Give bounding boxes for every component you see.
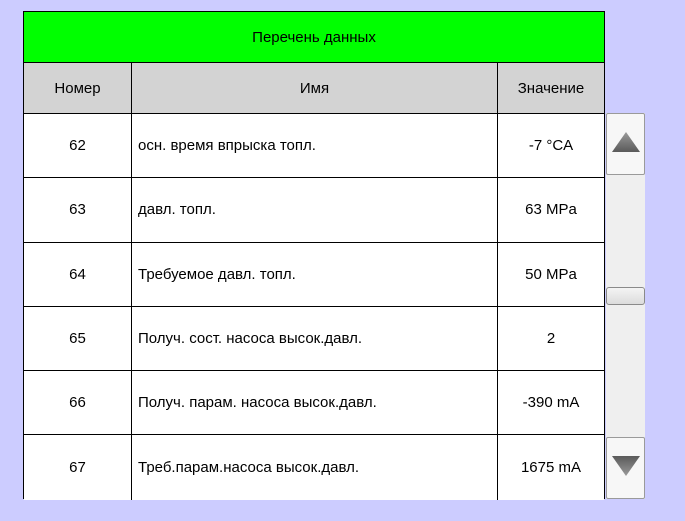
- panel-title: Перечень данных: [24, 12, 604, 63]
- scroll-thumb[interactable]: [606, 287, 645, 305]
- scroll-up-button[interactable]: [606, 113, 645, 175]
- table-row[interactable]: [24, 371, 604, 435]
- table-header: [24, 63, 604, 114]
- row-value: -390 mA: [522, 394, 580, 412]
- row-number: 65: [24, 307, 132, 370]
- row-name: Получ. парам. насоса высок.давл.: [132, 371, 498, 434]
- row-number: 64: [24, 243, 132, 306]
- column-header-value: Значение: [517, 79, 585, 97]
- table-row[interactable]: [24, 435, 604, 499]
- row-value: -7 °CA: [528, 137, 574, 155]
- triangle-down-icon: [611, 455, 641, 482]
- row-name: Получ. сост. насоса высок.давл.: [132, 307, 498, 370]
- row-number: 62: [24, 114, 132, 177]
- row-value: 63 MPa: [525, 201, 577, 219]
- row-name: Требуемое давл. топл.: [132, 243, 498, 306]
- scroll-down-button[interactable]: [606, 437, 645, 499]
- row-name: осн. время впрыска топл.: [132, 114, 498, 177]
- column-header-name: Имя: [132, 63, 498, 113]
- column-header-number: Номер: [24, 63, 132, 113]
- row-value: 2: [546, 330, 556, 348]
- table-row[interactable]: [24, 307, 604, 371]
- row-number: 66: [24, 371, 132, 434]
- row-name: Треб.парам.насоса высок.давл.: [132, 435, 498, 499]
- table-row[interactable]: [24, 243, 604, 307]
- row-name: давл. топл.: [132, 178, 498, 241]
- data-list-panel: [23, 11, 605, 499]
- table-body: [24, 114, 604, 500]
- table-row[interactable]: [24, 178, 604, 242]
- row-value: 50 MPa: [525, 265, 577, 283]
- table-row[interactable]: [24, 114, 604, 178]
- row-number: 63: [24, 178, 132, 241]
- row-number: 67: [24, 435, 132, 499]
- row-value: 1675 mA: [520, 459, 582, 477]
- vertical-scrollbar[interactable]: [606, 113, 645, 499]
- triangle-up-icon: [611, 131, 641, 158]
